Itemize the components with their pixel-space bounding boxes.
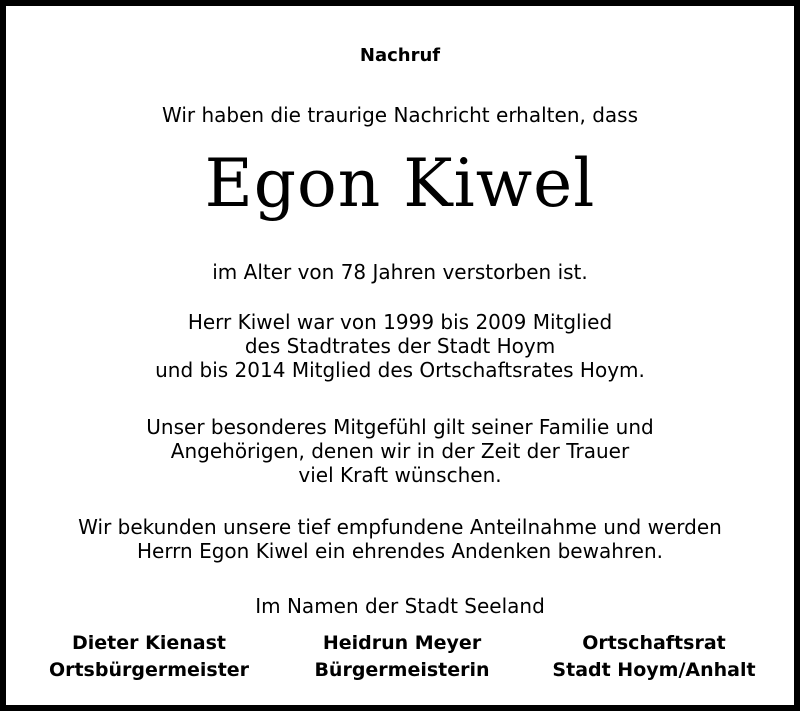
paragraph-line: Unser besonderes Mitgefühl gilt seiner Familie und [146, 415, 654, 439]
sympathy-paragraph [6, 415, 794, 487]
closing-text: Im Namen der Stadt Seeland [255, 594, 545, 618]
notice-heading: Nachruf [359, 45, 441, 66]
age-text: im Alter von 78 Jahren verstorben ist. [212, 260, 588, 284]
signature-name: Heidrun Meyer [322, 632, 482, 654]
condolence-paragraph [6, 515, 794, 563]
paragraph-line: Herrn Egon Kiwel ein ehrendes Andenken bewahren. [136, 539, 664, 563]
intro-text: Wir haben die traurige Nachricht erhalten, dass [161, 103, 638, 127]
signature-title: Stadt Hoym/Anhalt [552, 659, 756, 681]
signature-name: Ortschaftsrat [582, 632, 726, 654]
paragraph-line: Wir bekunden unsere tief empfundene Anteilnahme und werden [78, 515, 722, 539]
paragraph-line: des Stadtrates der Stadt Hoym [244, 334, 556, 358]
signature-name: Dieter Kienast [72, 632, 226, 654]
deceased-name: Egon Kiwel [204, 145, 596, 222]
signature-title: Bürgermeisterin [314, 659, 490, 681]
membership-paragraph [6, 310, 794, 382]
signature-block [272, 630, 532, 684]
signature-block [524, 630, 784, 684]
paragraph-line: Angehörigen, denen wir in der Zeit der Trauer [170, 439, 630, 463]
paragraph-line: viel Kraft wünschen. [298, 463, 502, 487]
signature-block [19, 630, 279, 684]
paragraph-line: und bis 2014 Mitglied des Ortschaftsrates Hoym. [155, 358, 645, 382]
paragraph-line: Herr Kiwel war von 1999 bis 2009 Mitglied [187, 310, 613, 334]
signature-title: Ortsbürgermeister [48, 659, 250, 681]
